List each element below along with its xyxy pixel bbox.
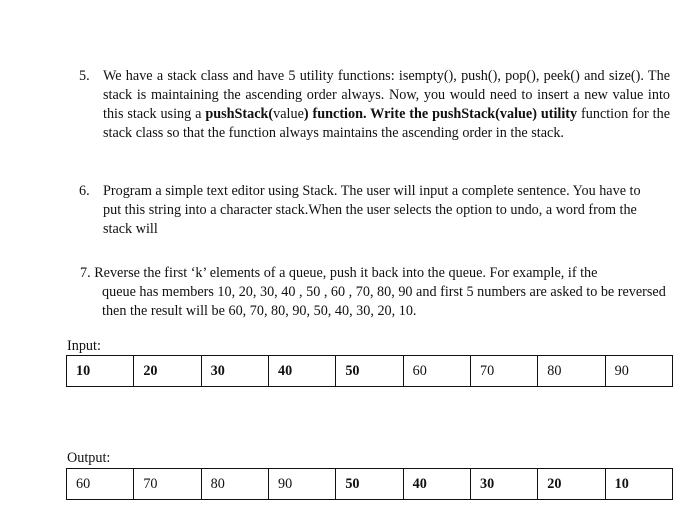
- question-number: 6.: [79, 183, 90, 199]
- question-text-first-line: 7. Reverse the first ‘k’ elements of a queue, push it back into the queue. For example, if the: [80, 265, 598, 281]
- question-text-continuation: queue has members 10, 20, 30, 40 , 50 , 60 , 70, 80, 90 and first 5 numbers are asked to be reversed then the result will be 60, 70, 80, 90, 50, 40, 30, 20, 10.: [102, 284, 666, 319]
- input-cell: 40: [268, 356, 335, 387]
- output-cell: 10: [605, 469, 672, 500]
- function-name: pushStack(: [205, 106, 274, 122]
- question-text: Program a simple text editor using Stack. The user will input a complete sentence. You have to put this string into a character stack.When the user selects the option to undo, a word from the stack will: [103, 183, 641, 237]
- output-cell: 70: [134, 469, 201, 500]
- input-cell: 90: [605, 356, 672, 387]
- output-cell: 90: [268, 469, 335, 500]
- function-emphasis: pushStack(value) utility: [432, 106, 578, 122]
- input-cell: 10: [67, 356, 134, 387]
- input-label: Input:: [67, 338, 101, 354]
- output-row: [67, 469, 673, 500]
- input-cell: 70: [470, 356, 537, 387]
- question-number: 5.: [79, 68, 90, 84]
- function-param: value: [273, 106, 304, 122]
- output-cell: 40: [403, 469, 470, 500]
- output-cell: 50: [336, 469, 403, 500]
- input-cell: 60: [403, 356, 470, 387]
- question-text: [103, 67, 670, 143]
- input-cell: 80: [538, 356, 605, 387]
- function-close: ) function. Write the: [303, 106, 433, 122]
- output-table: [66, 468, 673, 500]
- output-label: Output:: [67, 450, 111, 466]
- input-cell: 50: [336, 356, 403, 387]
- output-cell: 60: [67, 469, 134, 500]
- output-cell: 20: [538, 469, 605, 500]
- input-cell: 20: [134, 356, 201, 387]
- question-text-part: function for the stack class so that the function always maintains the ascending order in the stack.: [103, 106, 670, 141]
- input-table: [66, 355, 673, 387]
- output-cell: 80: [201, 469, 268, 500]
- input-row: [67, 356, 673, 387]
- input-cell: 30: [201, 356, 268, 387]
- output-cell: 30: [470, 469, 537, 500]
- question-text-part: We have a stack class and have 5 utility functions: isempty(), push(), pop(), peek() and size(). The stack is maintaining the ascending order always. Now, you would need to insert a new value into this stack using a: [103, 68, 670, 122]
